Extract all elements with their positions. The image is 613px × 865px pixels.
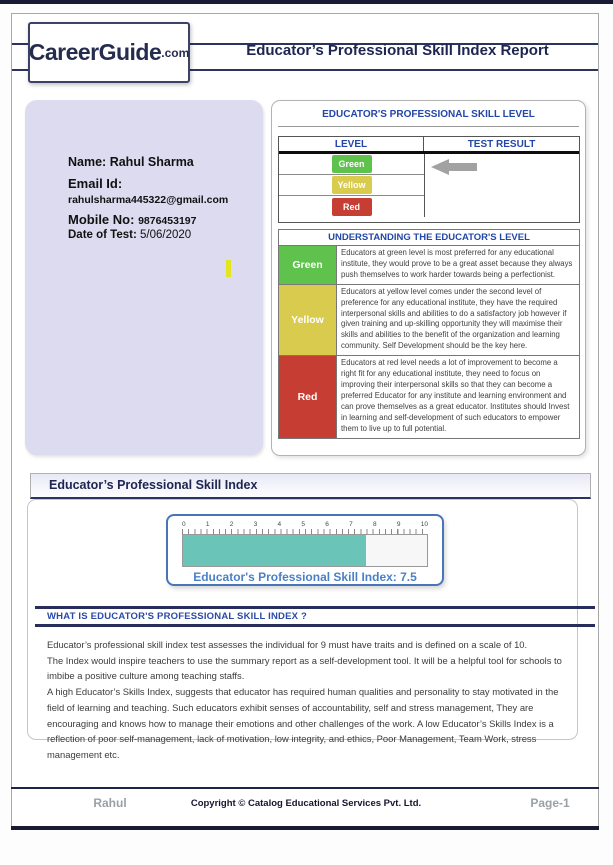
column-header-test-result: TEST RESULT: [467, 139, 536, 150]
candidate-mobile-row: [68, 212, 253, 227]
paragraph: Educator’s professional skill index test assesses the individual for 9 must have traits and is defined on a scale of 10.: [47, 639, 528, 650]
arrow-head: [431, 159, 449, 175]
date-label: Date of Test:: [68, 229, 137, 241]
email-label: Email Id:: [68, 176, 123, 191]
yellow-row-description: Educators at yellow level comes under the second level of preference for any educational institute, they have the required interpersonal skills and abilities to do a satisfactory job however if given training and up-skilling opportunity they will maximise their skills and abilities to the benefit of the organization and learning community. Self Development should be the key here.: [341, 286, 567, 351]
careerguide-logo: [28, 22, 190, 83]
date-value: 5/06/2020: [140, 229, 192, 241]
footer-candidate-name: Rahul: [93, 796, 127, 810]
red-row-label: Red: [279, 356, 337, 437]
test-result-cell: [424, 154, 579, 217]
whatis-rule-bottom: [35, 624, 595, 627]
footer-rule: [11, 787, 599, 789]
name-value: Rahul Sharma: [109, 155, 194, 169]
gauge-value-label: Educator's Professional Skill Index: 7.5: [193, 570, 417, 584]
gauge-scale-numbers: [182, 521, 428, 528]
arrow-tail: [449, 163, 477, 171]
tick-label: 9: [396, 521, 401, 528]
table-row: [279, 356, 579, 437]
tick-label: 7: [349, 521, 353, 528]
table-row: [279, 246, 579, 285]
green-level-badge: Green: [332, 155, 372, 173]
candidate-info-panel: [25, 100, 263, 455]
gauge-fill-bar: [183, 535, 366, 566]
tick-label: 4: [277, 521, 282, 528]
left-arrow-icon: [431, 159, 579, 175]
bottom-edge-bar: [11, 826, 599, 830]
understanding-levels-table: [278, 229, 580, 439]
yellow-row-label: Yellow: [279, 285, 337, 355]
tick-label: 10: [420, 521, 428, 528]
whatis-body-text: [47, 637, 577, 763]
understanding-table-title: UNDERSTANDING THE EDUCATOR'S LEVEL: [279, 230, 579, 246]
table-row: [279, 196, 424, 217]
red-row-description: Educators at red level needs a lot of improvement to become a right fit for any educational institute, they need to focus on improving their interpersonal skills so that they can become a preferred Educator for any institute and learning environment and can prove themselves as a great educator. Institutes should Invest in learning and self-development of such educators to empower them to live up to full potential.: [341, 358, 570, 433]
table-row: [279, 154, 424, 175]
skill-level-panel: [271, 100, 586, 456]
skill-index-gauge: [166, 514, 444, 586]
paragraph: The Index would inspire teachers to use the summary report as a self-development tool. It will be a helpful tool for schools to imbibe a positive culture among teaching staffs.: [47, 654, 562, 682]
paragraph: A high Educator’s Skills Index, suggests that educator has required human qualities and personality to stay motivated in the field of learning and teaching. Such educators exhibit senses of accountability, self and stress management, They are encouraging and knows how to manage their emotions and other challenges of the work. A low Educator’s Skills Index is a reflection of poor self-management, lack of motivation, low integrity, and ethics, Poor Management, Team Work, stress management etc.: [47, 686, 559, 760]
green-row-description: Educators at green level is most preferred for any educational institute, they would prove to be a great asset because they always push themselves to work harder towards being a perfectionist.: [341, 248, 573, 279]
table-row: [279, 285, 579, 356]
tick-label: 2: [229, 521, 234, 528]
whatis-rule-top: [35, 606, 595, 609]
green-row-label: Green: [279, 246, 337, 284]
top-edge-bar: [0, 0, 613, 4]
candidate-name-row: [68, 155, 253, 169]
logo-tld-text: .com: [161, 45, 190, 60]
candidate-email-row: [68, 176, 253, 206]
panel-divider: [278, 126, 579, 127]
yellow-level-badge: Yellow: [332, 176, 372, 194]
yellow-highlight-mark: [226, 260, 231, 277]
footer-page-number: Page-1: [530, 796, 570, 810]
tick-label: 8: [373, 521, 377, 528]
logo-brand-text: CareerGuide: [28, 39, 162, 65]
column-header-level: LEVEL: [279, 137, 424, 151]
red-level-badge: Red: [332, 198, 372, 216]
name-label: Name:: [68, 155, 107, 169]
gauge-track: [182, 534, 428, 567]
page-title: Educator’s Professional Skill Index Report: [246, 42, 549, 59]
skill-level-panel-title: EDUCATOR'S PROFESSIONAL SKILL LEVEL: [322, 109, 535, 120]
tick-label: 6: [325, 521, 329, 528]
mobile-value: 9876453197: [138, 215, 197, 227]
table-row: [279, 175, 424, 196]
tick-label: 3: [253, 521, 258, 528]
tick-label: 5: [301, 521, 305, 528]
test-date-row: [68, 229, 253, 241]
tick-label: 0: [182, 521, 186, 528]
tick-label: 1: [205, 521, 210, 528]
section-header-skill-index: Educator’s Professional Skill Index: [30, 473, 591, 499]
footer-copyright: Copyright © Catalog Educational Services Pvt. Ltd.: [190, 798, 422, 809]
level-result-table: [278, 136, 580, 223]
whatis-heading: WHAT IS EDUCATOR'S PROFESSIONAL SKILL INDEX ?: [47, 611, 308, 622]
mobile-label: Mobile No:: [68, 212, 135, 227]
email-value: rahulsharma445322@gmail.com: [68, 194, 229, 206]
